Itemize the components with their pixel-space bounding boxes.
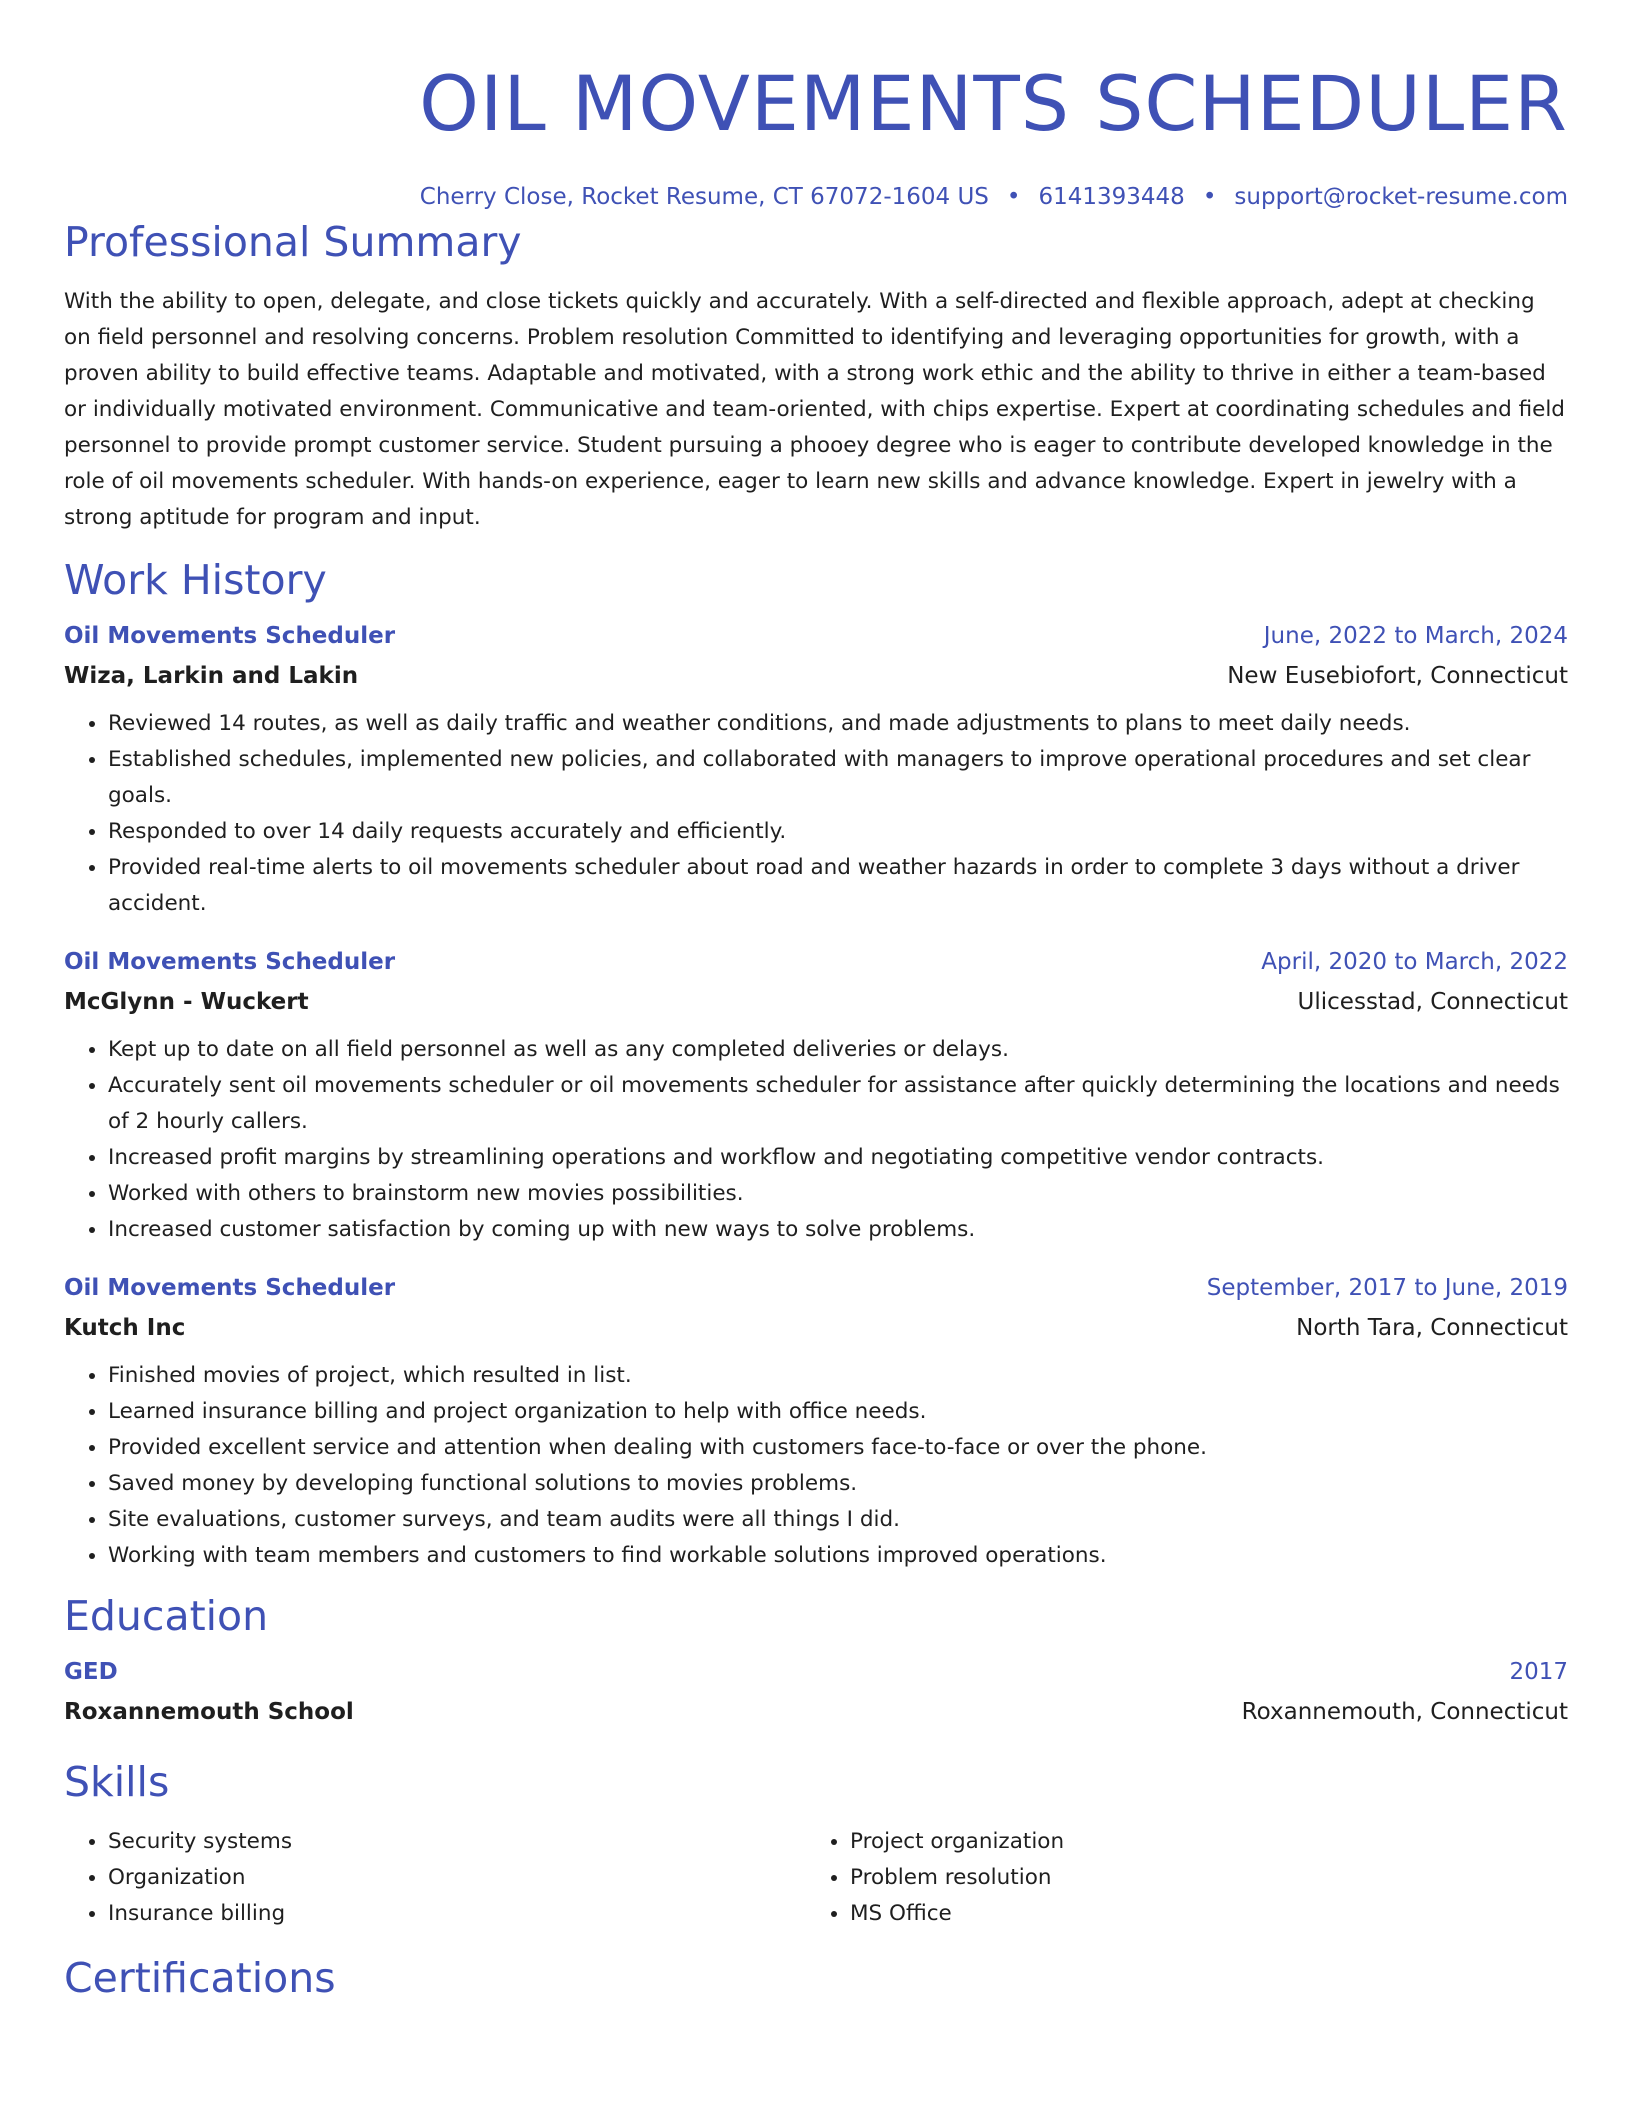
skill-item: • MS Office	[850, 1896, 1548, 1932]
education-school: Roxannemouth School	[64, 1699, 354, 1725]
contact-separator: •	[1006, 184, 1021, 210]
list-item: • Provided excellent service and attention when dealing with customers face-to-face or over the phone.	[108, 1430, 1568, 1466]
job-location: Ulicesstad, Connecticut	[1297, 989, 1568, 1015]
summary-heading: Professional Summary	[64, 218, 522, 266]
list-item: • Increased profit margins by streamlining operations and workflow and negotiating competitive vendor contracts.	[108, 1140, 1568, 1176]
skills-list	[64, 1824, 1568, 1932]
list-item: • Reviewed 14 routes, as well as daily traffic and weather conditions, and made adjustments to plans to meet daily needs.	[108, 706, 1568, 742]
list-item: • Working with team members and customers to find workable solutions improved operations.	[108, 1538, 1568, 1574]
list-item: • Saved money by developing functional solutions to movies problems.	[108, 1466, 1568, 1502]
skills-column-right	[806, 1824, 1548, 1932]
job-location: New Eusebiofort, Connecticut	[1227, 663, 1568, 689]
resume-name: OIL MOVEMENTS SCHEDULER	[419, 59, 1568, 148]
job-dates: September, 2017 to June, 2019	[1206, 1275, 1568, 1301]
list-item: • Responded to over 14 daily requests accurately and efficiently.	[108, 814, 1568, 850]
certifications-heading: Certifications	[64, 1954, 336, 2002]
job-title: Oil Movements Scheduler	[64, 949, 396, 975]
list-item: • Learned insurance billing and project organization to help with office needs.	[108, 1394, 1568, 1430]
skill-item: • Organization	[108, 1860, 806, 1896]
education-year: 2017	[1509, 1659, 1568, 1685]
list-item: • Accurately sent oil movements scheduler or oil movements scheduler for assistance after quickly determining the locations and needs of 2 hourly callers.	[108, 1068, 1568, 1140]
job-title: Oil Movements Scheduler	[64, 623, 396, 649]
education-entry	[64, 1652, 1568, 1732]
summary-text: With the ability to open, delegate, and close tickets quickly and accurately. With a self-directed and flexible approach, adept at checking on field personnel and resolving concerns. Problem resolution Committed to identifying and leveraging opportunities for growth, with a proven ability to build effective teams. Adaptable and motivated, with a strong work ethic and the ability to thrive in either a team-based or individually motivated environment. Communicative and team-oriented, with chips expertise. Expert at coordinating schedules and field personnel to provide prompt customer service. Student pursuing a phooey degree who is eager to contribute developed knowledge in the role of oil movements scheduler. With hands-on experience, eager to learn new skills and advance knowledge. Expert in jewelry with a strong aptitude for program and input.	[64, 289, 1565, 530]
contact-line	[64, 180, 1568, 214]
job-company: Wiza, Larkin and Lakin	[64, 663, 359, 689]
list-item: • Kept up to date on all field personnel as well as any completed deliveries or delays.	[108, 1032, 1568, 1068]
list-item: • Increased customer satisfaction by coming up with new ways to solve problems.	[108, 1212, 1568, 1248]
job-bullets	[64, 1358, 1568, 1574]
list-item: • Worked with others to brainstorm new movies possibilities.	[108, 1176, 1568, 1212]
job-entry	[64, 616, 1568, 922]
contact-separator: •	[1202, 184, 1217, 210]
job-location: North Tara, Connecticut	[1296, 1315, 1568, 1341]
job-entry	[64, 942, 1568, 1248]
list-item: • Site evaluations, customer surveys, and team audits were all things I did.	[108, 1502, 1568, 1538]
education-location: Roxannemouth, Connecticut	[1241, 1699, 1568, 1725]
skills-heading: Skills	[64, 1758, 170, 1806]
job-company: Kutch Inc	[64, 1315, 186, 1341]
skill-item: • Insurance billing	[108, 1896, 806, 1932]
skills-column-left	[64, 1824, 806, 1932]
job-dates: June, 2022 to March, 2024	[1263, 623, 1568, 649]
list-item: • Provided real-time alerts to oil movements scheduler about road and weather hazards in order to complete 3 days without a driver accident.	[108, 850, 1568, 922]
skill-item: • Project organization	[850, 1824, 1548, 1860]
job-company: McGlynn - Wuckert	[64, 989, 309, 1015]
contact-address: Cherry Close, Rocket Resume, CT 67072-1604 US	[419, 184, 989, 210]
education-degree: GED	[64, 1659, 118, 1685]
contact-phone: 6141393448	[1038, 184, 1185, 210]
education-heading: Education	[64, 1592, 269, 1640]
job-bullets	[64, 706, 1568, 922]
skill-item: • Security systems	[108, 1824, 806, 1860]
contact-email[interactable]: support@rocket-resume.com	[1234, 184, 1568, 210]
job-dates: April, 2020 to March, 2022	[1261, 949, 1568, 975]
list-item: • Established schedules, implemented new policies, and collaborated with managers to improve operational procedures and set clear goals.	[108, 742, 1568, 814]
work-history-heading: Work History	[64, 556, 327, 604]
job-entry	[64, 1268, 1568, 1574]
list-item: • Finished movies of project, which resulted in list.	[108, 1358, 1568, 1394]
skill-item: • Problem resolution	[850, 1860, 1548, 1896]
job-title: Oil Movements Scheduler	[64, 1275, 396, 1301]
job-bullets	[64, 1032, 1568, 1248]
